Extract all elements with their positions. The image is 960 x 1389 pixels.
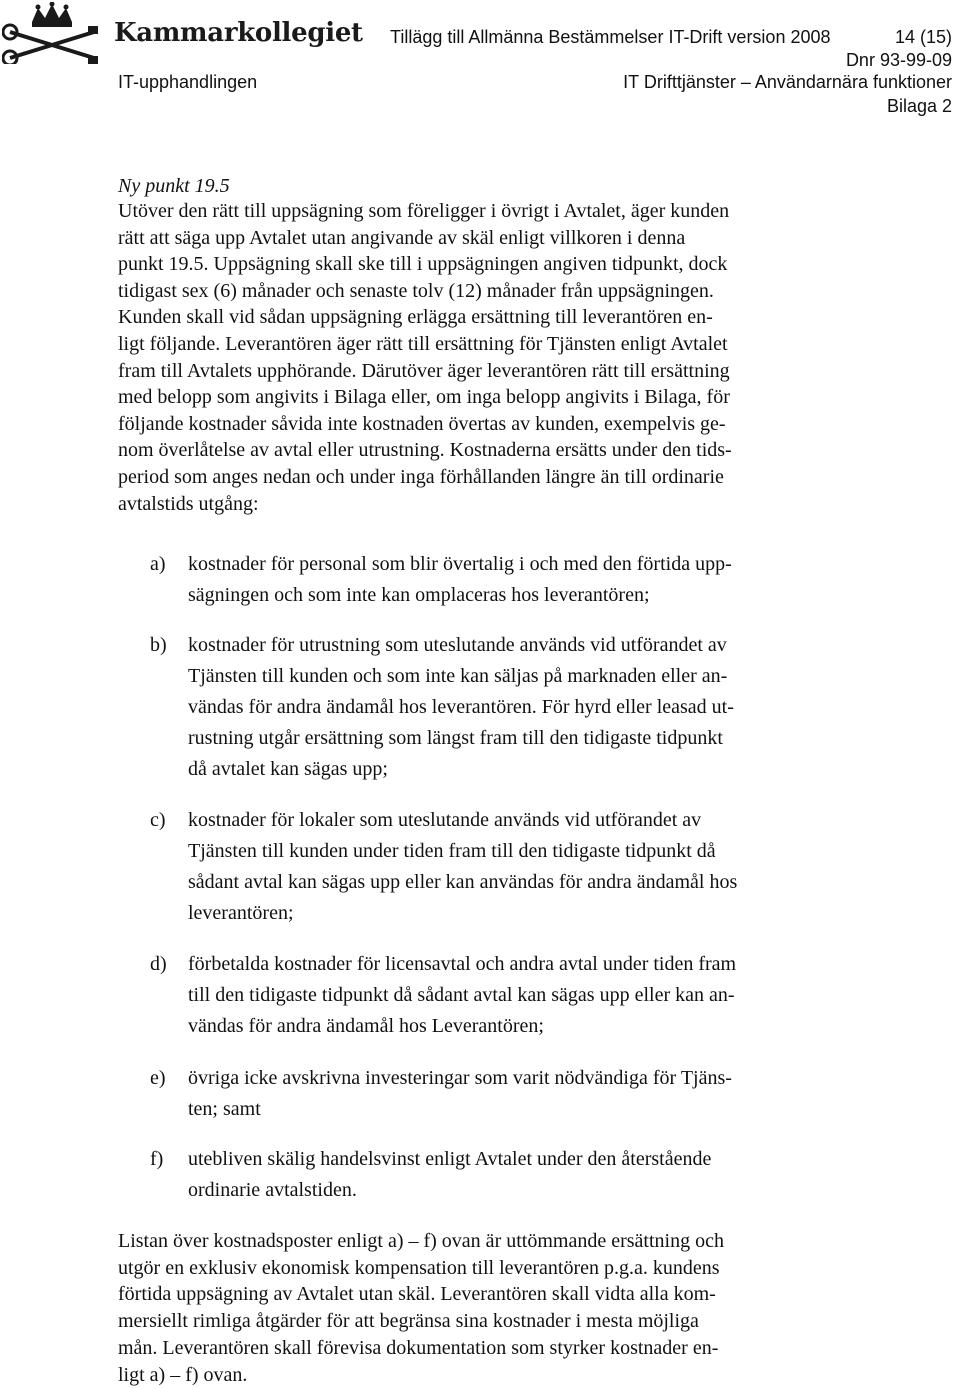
paragraph-line: avtalstids utgång: xyxy=(118,492,259,515)
paragraph-line: Utöver den rätt till uppsägning som föreligger i övrigt i Avtalet, äger kunden xyxy=(118,200,730,222)
page-number: 14 (15) xyxy=(894,27,952,47)
list-item-label: f) xyxy=(150,1148,164,1170)
document-subtitle: IT Drifttjänster – Användarnära funktioner xyxy=(623,72,952,92)
list-item-line: förbetalda kostnader för licensavtal och andra avtal under tiden fram xyxy=(188,953,737,975)
list-item-label: c) xyxy=(150,809,166,831)
list-item-line: ten; samt xyxy=(188,1098,261,1120)
list-item-label: e) xyxy=(150,1067,166,1089)
list-item-line: sådant avtal kan sägas upp eller kan användas för andra ändamål hos xyxy=(188,871,738,893)
paragraph-line: nom överlåtelse av avtal eller utrustning. Kostnaderna ersätts under den tids- xyxy=(118,439,732,462)
paragraph-line: fram till Avtalets upphörande. Därutöver äger leverantören rätt till ersättning xyxy=(118,359,730,382)
list-item-label: d) xyxy=(150,953,167,975)
closing-paragraph xyxy=(118,1228,724,1388)
paragraph-line: punkt 19.5. Uppsägning skall ske till i uppsägningen angiven tidpunkt, dock xyxy=(118,253,728,276)
paragraph-line: ligt a) – f) ovan. xyxy=(118,1363,248,1386)
list-item-line: kostnader för personal som blir övertalig i och med den förtida upp- xyxy=(188,553,732,575)
paragraph-line: ligt följande. Leverantören äger rätt till ersättning för Tjänsten enligt Avtalet xyxy=(118,332,728,355)
paragraph-line: Kunden skall vid sådan uppsägning erlägga ersättning till leverantören en- xyxy=(118,306,713,329)
paragraph-line: följande kostnader såvida inte kostnaden övertas av kunden, exempelvis ge- xyxy=(118,412,726,435)
kammarkollegiet-logo xyxy=(2,2,363,64)
paragraph-line: rätt att säga upp Avtalet utan angivande av skäl enligt villkoren i denna xyxy=(118,226,686,249)
list-item-line: ordinarie avtalstiden. xyxy=(188,1179,357,1201)
crown-keys-emblem-icon xyxy=(2,2,112,64)
paragraph-line: förtida uppsägning av Avtalet utan skäl. Leverantören skall vidta alla kom- xyxy=(118,1283,716,1306)
paragraph-line: Listan över kostnadsposter enligt a) – f) ovan är uttömmande ersättning och xyxy=(118,1230,724,1252)
intro-paragraph xyxy=(118,198,848,517)
list-item-line: Tjänsten till kunden under tiden fram till den tidigaste tidpunkt då xyxy=(188,840,716,862)
logo-wordmark: Kammarkollegiet xyxy=(114,18,363,48)
list-item-line: utebliven skälig handelsvinst enligt Avtalet under den återstående xyxy=(188,1148,712,1170)
bilaga-label: Bilaga 2 xyxy=(886,96,952,116)
section-heading: Ny punkt 19.5 xyxy=(118,175,230,197)
list-item-line: Tjänsten till kunden och som inte kan säljas på marknaden eller an- xyxy=(188,665,728,687)
list-item-line: kostnader för lokaler som uteslutande används vid utförandet av xyxy=(188,809,702,831)
list-item-line: kostnader för utrustning som uteslutande används vid utförandet av xyxy=(188,634,727,656)
list-item-line: övriga icke avskrivna investeringar som varit nödvändiga för Tjäns- xyxy=(188,1067,732,1089)
document-title: Tillägg till Allmänna Bestämmelser IT-Drift version 2008 xyxy=(390,27,831,47)
unit-name: IT-upphandlingen xyxy=(118,72,258,92)
paragraph-line: period som anges nedan och under inga förhållanden längre än till ordinarie xyxy=(118,465,724,488)
list-item-label: a) xyxy=(150,553,166,575)
dnr-number: Dnr 93-99-09 xyxy=(845,50,952,70)
paragraph-line: tidigast sex (6) månader och senaste tolv (12) månader från uppsägningen. xyxy=(118,279,714,302)
list-item-line: sägningen och som inte kan omplaceras hos leverantören; xyxy=(188,584,650,606)
list-item-line: då avtalet kan sägas upp; xyxy=(188,758,388,780)
paragraph-line: med belopp som angivits i Bilaga eller, om inga belopp angivits i Bilaga, för xyxy=(118,386,730,409)
list-item-label: b) xyxy=(150,634,167,656)
list-item-line: vändas för andra ändamål hos Leverantören; xyxy=(188,1015,544,1037)
paragraph-line: utgör en exklusiv ekonomisk kompensation till leverantören p.g.a. kundens xyxy=(118,1256,720,1279)
list-item-line: rustning utgår ersättning som längst fram till den tidigaste tidpunkt xyxy=(188,727,723,749)
paragraph-line: mån. Leverantören skall förevisa dokumentation som styrker kostnader en- xyxy=(118,1336,719,1359)
list-item-line: vändas för andra ändamål hos leverantören. För hyrd eller leasad ut- xyxy=(188,696,734,718)
list-item-line: leverantören; xyxy=(188,902,294,924)
paragraph-line: mersiellt rimliga åtgärder för att begränsa sina kostnader i mesta möjliga xyxy=(118,1310,699,1333)
list-item-line: till den tidigaste tidpunkt då sådant avtal kan sägas upp eller kan an- xyxy=(188,984,735,1006)
